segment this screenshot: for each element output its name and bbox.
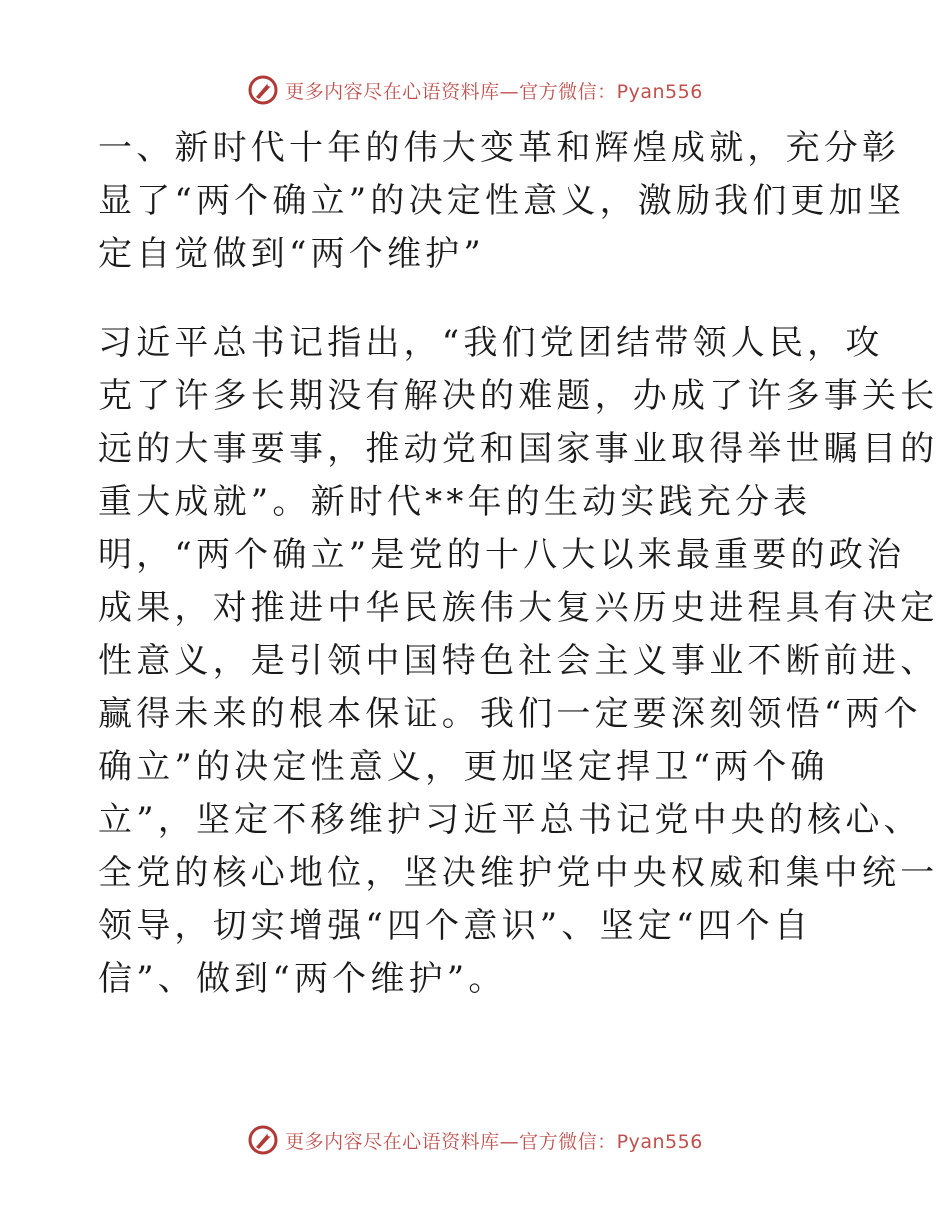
body-line: 成果，对推进中华民族伟大复兴历史进程具有决定: [98, 588, 939, 628]
body-line: 重大成就”。新时代**年的生动实践充分表: [98, 482, 812, 522]
heading-line: 定自觉做到“两个维护”: [98, 234, 485, 274]
header-banner-text: 更多内容尽在心语资料库—官方微信：Pyan556: [285, 80, 703, 103]
body-line: 性意义，是引领中国特色社会主义事业不断前进、: [98, 641, 939, 681]
body-line: 明，“两个确立”是党的十八大以来最重要的政治: [98, 535, 906, 575]
body-line: 克了许多长期没有解决的难题，办成了许多事关长: [98, 376, 939, 416]
section-heading: [98, 122, 906, 281]
body-line: 领导，切实增强“四个意识”、坚定“四个自: [98, 906, 813, 946]
body-line: 赢得未来的根本保证。我们一定要深刻领悟“两个: [98, 694, 922, 734]
pen-nib-logo-icon: [247, 1124, 279, 1156]
body-line: 确立”的决定性意义，更加坚定捍卫“两个确: [98, 747, 829, 787]
heading-line: 一、新时代十年的伟大变革和辉煌成就，充分彰: [98, 128, 901, 168]
body-line: 立”，坚定不移维护习近平总书记党中央的核心、: [98, 800, 922, 840]
body-line: 信”、做到“两个维护”。: [98, 959, 507, 999]
paragraph-spacer: [98, 281, 850, 317]
heading-line: 显了“两个确立”的决定性意义，激励我们更加坚: [98, 181, 906, 221]
body-paragraph: [98, 317, 939, 1006]
header-banner: [0, 70, 950, 110]
body-line: 远的大事要事，推动党和国家事业取得举世瞩目的: [98, 429, 939, 469]
pen-nib-logo-icon: [247, 74, 279, 106]
body-line: 习近平总书记指出，“我们党团结带领人民，攻: [98, 323, 884, 363]
body-line: 全党的核心地位，坚决维护党中央权威和集中统一: [98, 853, 939, 893]
footer-banner-text: 更多内容尽在心语资料库—官方微信：Pyan556: [285, 1130, 703, 1153]
document-body: [98, 122, 939, 1006]
footer-banner: [0, 1120, 950, 1160]
